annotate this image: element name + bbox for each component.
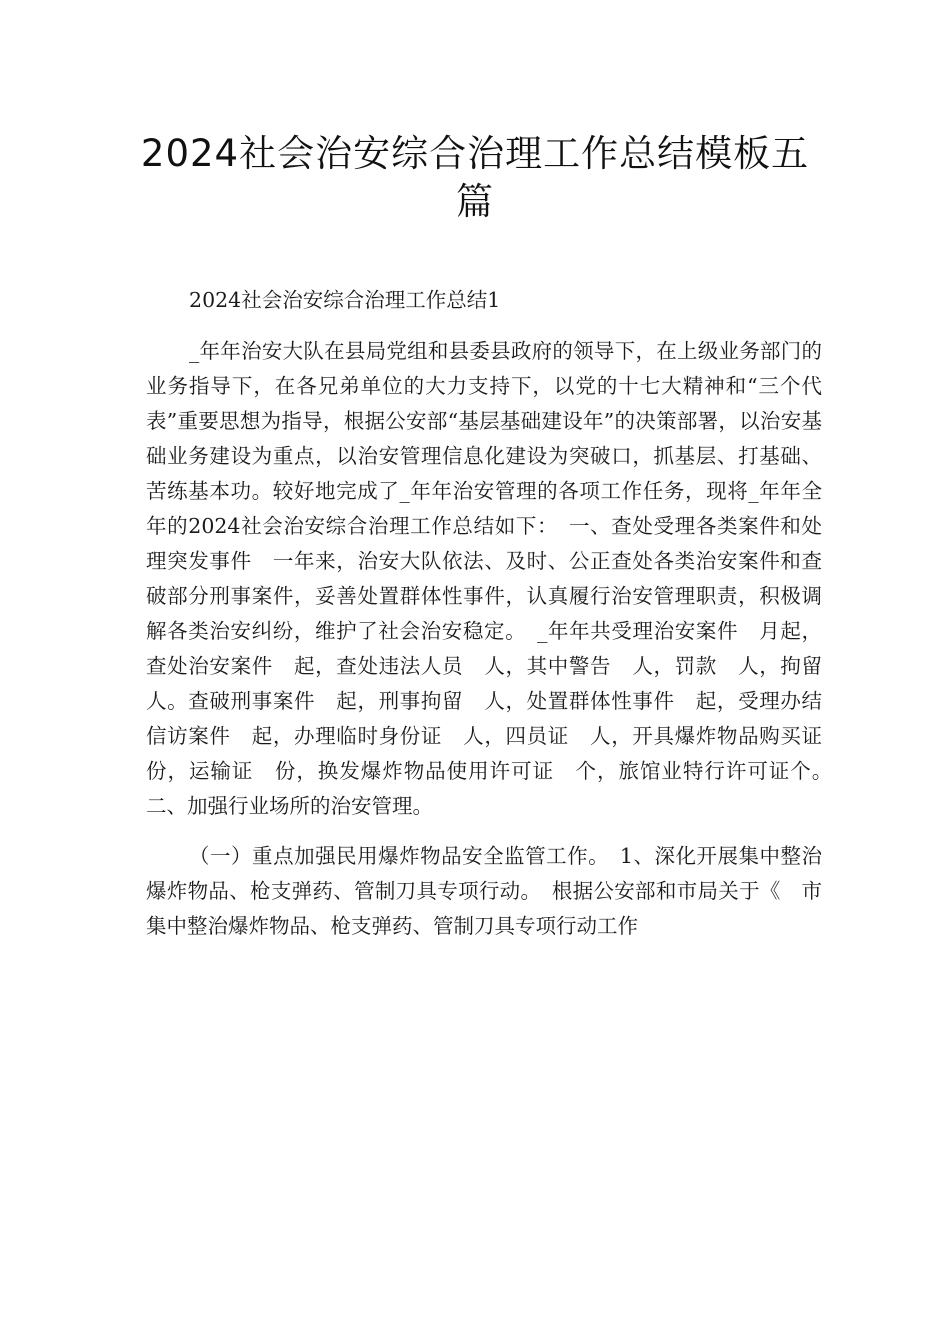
- title-line-2: 篇: [456, 180, 494, 223]
- document-body: [146, 283, 843, 960]
- section-heading: 2024社会治安综合治理工作总结1: [189, 288, 501, 312]
- title-line-1: 2024社会治安综合治理工作总结模板五: [140, 132, 810, 175]
- body-paragraph-2: （一）重点加强民用爆炸物品安全监管工作。 1、深化开展集中整治爆炸物品、枪支弹药、管制刀具专项行动。 根据公安部和市局关于《 市集中整治爆炸物品、枪支弹药、管制刀具专项行动工作: [146, 844, 822, 938]
- document-title: [130, 130, 820, 226]
- body-paragraph-1: _年年治安大队在县局党组和县委县政府的领导下，在上级业务部门的业务指导下，在各兄弟单位的大力支持下，以党的十七大精神和“三个代表”重要思想为指导，根据公安部“基层基础建设年”的决策部署，以治安基础业务建设为重点，以治安管理信息化建设为突破口，抓基层、打基础、苦练基本功。较好地完成了_年年治安管理的各项工作任务，现将_年年全年的2024社会治安综合治理工作总结如下： 一、查处受理各类案件和处理突发事件 一年来，治安大队依法、及时、公正查处各类治安案件和查破部分刑事案件，妥善处置群体性事件，认真履行治安管理职责，积极调解各类治安纠纷，维护了社会治安稳定。 _年年共受理治安案件 月起，查处治安案件 起，查处违法人员 人，其中警告 人，罚款 人，拘留 人。查破刑事案件 起，刑事拘留 人，处置群体性事件 起，受理办结信访案件 起，办理临时身份证 人，四员证 人，开具爆炸物品购买证份，运输证 份，换发爆炸物品使用许可证 个，旅馆业特行许可证个。 二、加强行业场所的治安管理。: [146, 338, 843, 818]
